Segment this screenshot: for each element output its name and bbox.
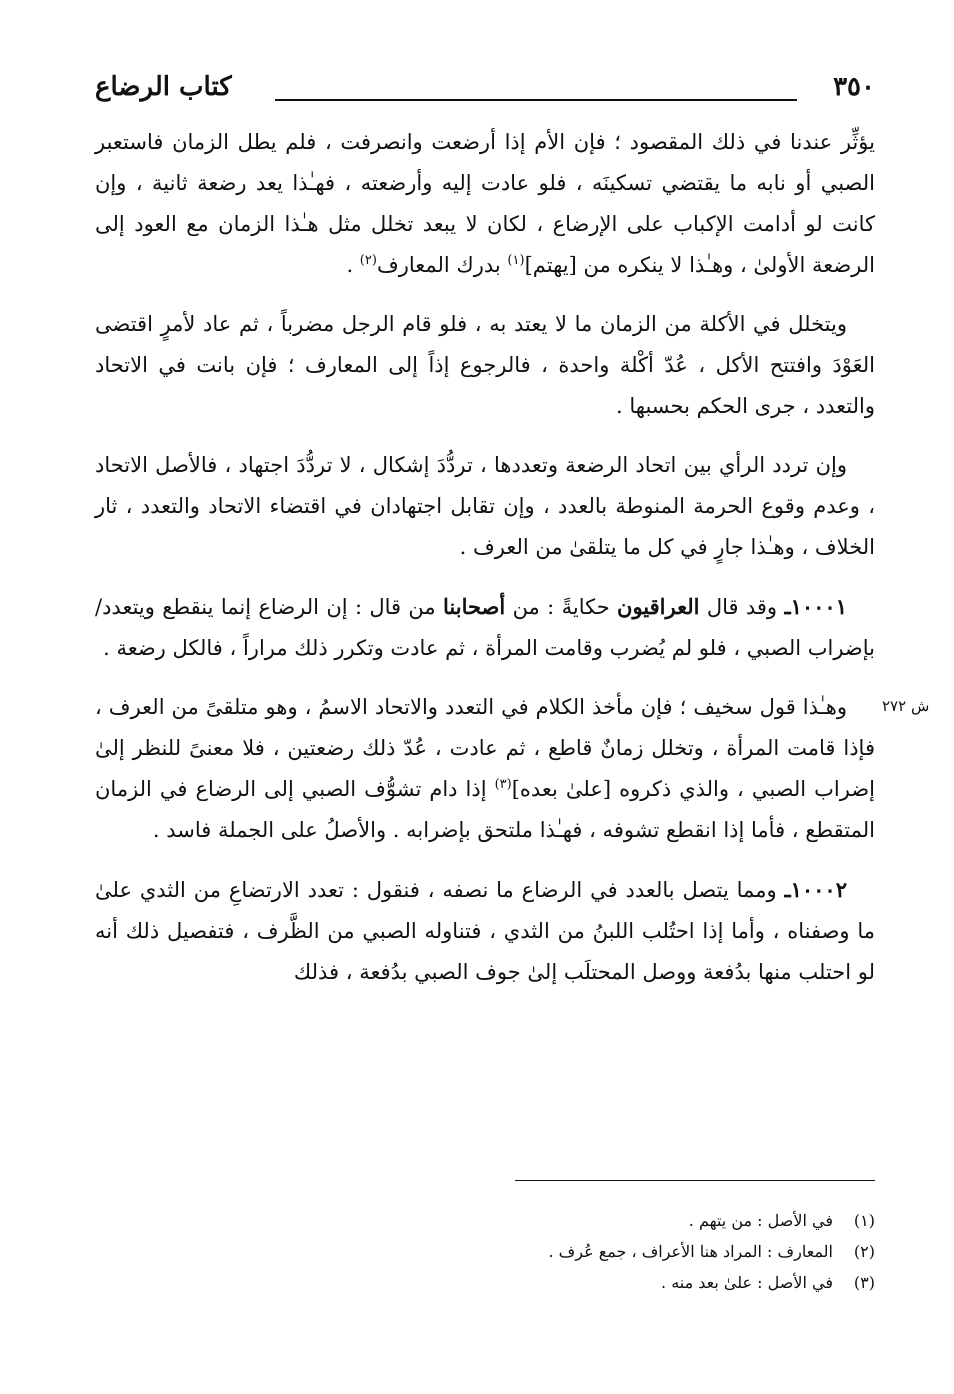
header-rule [275, 99, 797, 101]
paragraph-5 [95, 687, 875, 851]
paragraph-1 [95, 122, 875, 286]
paragraph-text: حكايةً : من [505, 595, 618, 619]
main-text [95, 122, 875, 1011]
footnote-text: في الأصل : من يتهم . [688, 1211, 833, 1230]
footnote-item [95, 1236, 875, 1267]
paragraph-text: بدرك المعارف [376, 253, 508, 277]
paragraph-text: وهـٰذا قول سخيف ؛ فإن مأخذ الكلام في التعدد والاتحاد الاسمُ ، وهو متلقىً من العرف ، فإذا قامت المرأة ، وتخلل زمانٌ قاطع ، ثم عادت ، عُدّ ذلك رضعتين ، فلا معنىً للنظر إلىٰ إضراب الصبي ، والذي ذكروه [علىٰ بعده] [95, 695, 875, 801]
footnote-item [95, 1267, 875, 1298]
page-number: ٣٥٠ [833, 72, 875, 102]
margin-page-marker: ش ٢٧٢ [882, 697, 930, 715]
footnote-ref-2: (٢) [359, 253, 377, 268]
paragraph-6 [95, 869, 875, 993]
footnote-number: (٢) [853, 1242, 875, 1261]
footnote-text: في الأصل : علىٰ بعد منه . [661, 1273, 833, 1292]
paragraph-text: وقد قال [699, 595, 785, 619]
paragraph-text: إذا دام تشوُّف الصبي إلى الرضاع في الزمان المتقطع ، فأما إذا انقطع تشوفه ، فهـٰذا ملتحق بإضرابه . والأصلُ على الجملة فاسد . [95, 777, 875, 842]
footnote-separator [515, 1180, 875, 1181]
book-title: كتاب الرضاع [95, 72, 232, 102]
issue-number: ١٠٠٠٢ـ [784, 877, 847, 902]
paragraph-text: ويتخلل في الأكلة من الزمان ما لا يعتد به ، فلو قام الرجل مضرباً ، ثم عاد لأمرٍ اقتضى العَوْدَ وافتتح الأكل ، عُدّ أكْلة واحدة ، فالرجوع إذاً إلى المعارف ؛ فإن بانت في الاتحاد والتعدد ، جرى الحكم بحسبها . [95, 312, 875, 418]
footnote-text: المعارف : المراد هنا الأعراف ، جمع عُرف . [548, 1242, 833, 1261]
emphasis-text: العراقيون [617, 594, 700, 619]
page-header [95, 72, 875, 110]
paragraph-text: . [346, 253, 360, 277]
emphasis-text: أصحابنا [443, 594, 506, 619]
issue-number: ١٠٠٠١ـ [784, 594, 847, 619]
paragraph-text: يؤثِّر عندنا في ذلك المقصود ؛ فإن الأم إذا أرضعت وانصرفت ، فلم يطل الزمان فاستعبر الصبي أو نابه ما يقتضي تسكينَه ، فلو عادت إليه وأرضعته ، فهـٰذا يعد رضعة ثانية ، وإن كانت لو أدامت الإكباب على الإرضاع ، لكان لا يبعد تخلل مثل هـٰذا الزمان مع العود إلى الرضعة الأولىٰ ، وهـٰذا لا ينكره من [يهتم] [95, 130, 875, 277]
paragraph-3 [95, 445, 875, 568]
paragraph-text: ومما يتصل بالعدد في الرضاع ما نصفه ، فنقول : تعدد الارتضاعِ من الثدي علىٰ ما وصفناه ، وأما إذا احتُلب اللبنُ من الثدي ، فتناوله الصبي من الظَّرف ، فتفصيل ذلك أنه لو احتلب منها بدُفعة ووصل المحتلَب إلىٰ جوف الصبي بدُفعة ، فذلك [95, 878, 875, 984]
paragraph-text: من قال : إن الرضاع إنما ينقطع ويتعدد/ بإضراب الصبي ، فلو لم يُضرب وقامت المرأة ، ثم عادت وتكرر ذلك مراراً ، فالكل رضعة . [95, 595, 875, 660]
footnotes [95, 1205, 875, 1298]
footnote-number: (١) [853, 1211, 875, 1230]
footnote-ref-3: (٣) [494, 777, 512, 792]
footnote-item [95, 1205, 875, 1236]
paragraph-4 [95, 586, 875, 669]
paragraph-2 [95, 304, 875, 427]
footnote-number: (٣) [853, 1273, 875, 1292]
footnote-ref-1: (١) [507, 253, 525, 268]
paragraph-text: وإن تردد الرأي بين اتحاد الرضعة وتعددها ، تردُّدَ إشكال ، لا تردُّدَ اجتهاد ، فالأصل الاتحاد ، وعدم وقوع الحرمة المنوطة بالعدد ، وإن تقابل اجتهادان في اقتضاء الاتحاد والتعدد ، ثار الخلاف ، وهـٰذا جارٍ في كل ما يتلقىٰ من العرف . [95, 453, 875, 559]
